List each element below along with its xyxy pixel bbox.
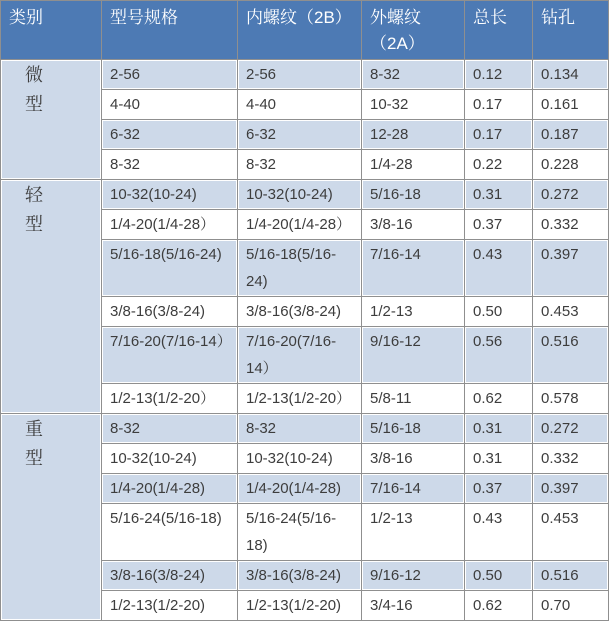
drill-hole-cell: 0.397 bbox=[533, 474, 609, 504]
drill-hole-cell: 0.134 bbox=[533, 60, 609, 90]
external-thread-cell: 9/16-12 bbox=[362, 327, 465, 384]
total-length-cell: 0.31 bbox=[465, 444, 533, 474]
external-thread-cell: 9/16-12 bbox=[362, 561, 465, 591]
model-spec-cell: 8-32 bbox=[102, 150, 238, 180]
category-char: 微 bbox=[25, 65, 43, 85]
model-spec-cell: 1/4-20(1/4-28) bbox=[102, 474, 238, 504]
external-thread-cell: 5/16-18 bbox=[362, 180, 465, 210]
external-thread-cell: 1/2-13 bbox=[362, 504, 465, 561]
drill-hole-cell: 0.70 bbox=[533, 591, 609, 621]
internal-thread-cell: 8-32 bbox=[238, 414, 362, 444]
model-spec-cell: 10-32(10-24) bbox=[102, 180, 238, 210]
table-row bbox=[1, 60, 609, 90]
header-cell-category: 类别 bbox=[1, 1, 102, 60]
model-spec-cell: 5/16-18(5/16-24) bbox=[102, 240, 238, 297]
table-body bbox=[1, 60, 609, 621]
internal-thread-cell: 3/8-16(3/8-24) bbox=[238, 297, 362, 327]
internal-thread-cell: 3/8-16(3/8-24) bbox=[238, 561, 362, 591]
model-spec-cell: 5/16-24(5/16-18) bbox=[102, 504, 238, 561]
drill-hole-cell: 0.578 bbox=[533, 384, 609, 414]
category-cell bbox=[1, 180, 102, 414]
header-cell-model-spec: 型号规格 bbox=[102, 1, 238, 60]
total-length-cell: 0.37 bbox=[465, 474, 533, 504]
total-length-cell: 0.12 bbox=[465, 60, 533, 90]
total-length-cell: 0.62 bbox=[465, 384, 533, 414]
category-char: 重 bbox=[25, 419, 43, 439]
external-thread-cell: 1/4-28 bbox=[362, 150, 465, 180]
model-spec-cell: 3/8-16(3/8-24) bbox=[102, 561, 238, 591]
total-length-cell: 0.56 bbox=[465, 327, 533, 384]
drill-hole-cell: 0.187 bbox=[533, 120, 609, 150]
external-thread-cell: 10-32 bbox=[362, 90, 465, 120]
internal-thread-cell: 5/16-18(5/16-24) bbox=[238, 240, 362, 297]
internal-thread-cell: 1/2-13(1/2-20) bbox=[238, 591, 362, 621]
header-row bbox=[1, 1, 609, 60]
category-char: 型 bbox=[25, 448, 43, 468]
drill-hole-cell: 0.272 bbox=[533, 414, 609, 444]
external-thread-cell: 7/16-14 bbox=[362, 474, 465, 504]
category-char: 轻 bbox=[25, 185, 43, 205]
drill-hole-cell: 0.453 bbox=[533, 297, 609, 327]
internal-thread-cell: 7/16-20(7/16-14） bbox=[238, 327, 362, 384]
total-length-cell: 0.50 bbox=[465, 297, 533, 327]
drill-hole-cell: 0.272 bbox=[533, 180, 609, 210]
internal-thread-cell: 5/16-24(5/16-18) bbox=[238, 504, 362, 561]
internal-thread-cell: 6-32 bbox=[238, 120, 362, 150]
external-thread-cell: 12-28 bbox=[362, 120, 465, 150]
model-spec-cell: 7/16-20(7/16-14） bbox=[102, 327, 238, 384]
internal-thread-cell: 1/2-13(1/2-20） bbox=[238, 384, 362, 414]
model-spec-cell: 1/4-20(1/4-28） bbox=[102, 210, 238, 240]
model-spec-cell: 2-56 bbox=[102, 60, 238, 90]
category-cell bbox=[1, 60, 102, 180]
model-spec-cell: 3/8-16(3/8-24) bbox=[102, 297, 238, 327]
header-cell-external-thread: 外螺纹（2A） bbox=[362, 1, 465, 60]
model-spec-cell: 6-32 bbox=[102, 120, 238, 150]
internal-thread-cell: 1/4-20(1/4-28） bbox=[238, 210, 362, 240]
model-spec-cell: 1/2-13(1/2-20） bbox=[102, 384, 238, 414]
external-thread-cell: 3/8-16 bbox=[362, 444, 465, 474]
drill-hole-cell: 0.397 bbox=[533, 240, 609, 297]
category-char: 型 bbox=[25, 214, 43, 234]
drill-hole-cell: 0.453 bbox=[533, 504, 609, 561]
drill-hole-cell: 0.516 bbox=[533, 561, 609, 591]
model-spec-cell: 1/2-13(1/2-20) bbox=[102, 591, 238, 621]
external-thread-cell: 8-32 bbox=[362, 60, 465, 90]
total-length-cell: 0.31 bbox=[465, 414, 533, 444]
table-row bbox=[1, 180, 609, 210]
header-cell-internal-thread: 内螺纹（2B） bbox=[238, 1, 362, 60]
total-length-cell: 0.31 bbox=[465, 180, 533, 210]
total-length-cell: 0.17 bbox=[465, 120, 533, 150]
total-length-cell: 0.37 bbox=[465, 210, 533, 240]
internal-thread-cell: 1/4-20(1/4-28) bbox=[238, 474, 362, 504]
drill-hole-cell: 0.332 bbox=[533, 444, 609, 474]
total-length-cell: 0.22 bbox=[465, 150, 533, 180]
total-length-cell: 0.50 bbox=[465, 561, 533, 591]
external-thread-cell: 5/8-11 bbox=[362, 384, 465, 414]
header-cell-drill-hole: 钻孔 bbox=[533, 1, 609, 60]
internal-thread-cell: 10-32(10-24) bbox=[238, 180, 362, 210]
drill-hole-cell: 0.228 bbox=[533, 150, 609, 180]
total-length-cell: 0.43 bbox=[465, 504, 533, 561]
internal-thread-cell: 2-56 bbox=[238, 60, 362, 90]
table-row bbox=[1, 414, 609, 444]
total-length-cell: 0.62 bbox=[465, 591, 533, 621]
model-spec-cell: 8-32 bbox=[102, 414, 238, 444]
header-cell-total-length: 总长 bbox=[465, 1, 533, 60]
category-cell bbox=[1, 414, 102, 621]
internal-thread-cell: 8-32 bbox=[238, 150, 362, 180]
drill-hole-cell: 0.161 bbox=[533, 90, 609, 120]
model-spec-cell: 10-32(10-24) bbox=[102, 444, 238, 474]
category-char: 型 bbox=[25, 94, 43, 114]
external-thread-cell: 3/8-16 bbox=[362, 210, 465, 240]
external-thread-cell: 7/16-14 bbox=[362, 240, 465, 297]
internal-thread-cell: 10-32(10-24) bbox=[238, 444, 362, 474]
internal-thread-cell: 4-40 bbox=[238, 90, 362, 120]
total-length-cell: 0.43 bbox=[465, 240, 533, 297]
external-thread-cell: 1/2-13 bbox=[362, 297, 465, 327]
external-thread-cell: 3/4-16 bbox=[362, 591, 465, 621]
model-spec-cell: 4-40 bbox=[102, 90, 238, 120]
external-thread-cell: 5/16-18 bbox=[362, 414, 465, 444]
drill-hole-cell: 0.332 bbox=[533, 210, 609, 240]
drill-hole-cell: 0.516 bbox=[533, 327, 609, 384]
total-length-cell: 0.17 bbox=[465, 90, 533, 120]
